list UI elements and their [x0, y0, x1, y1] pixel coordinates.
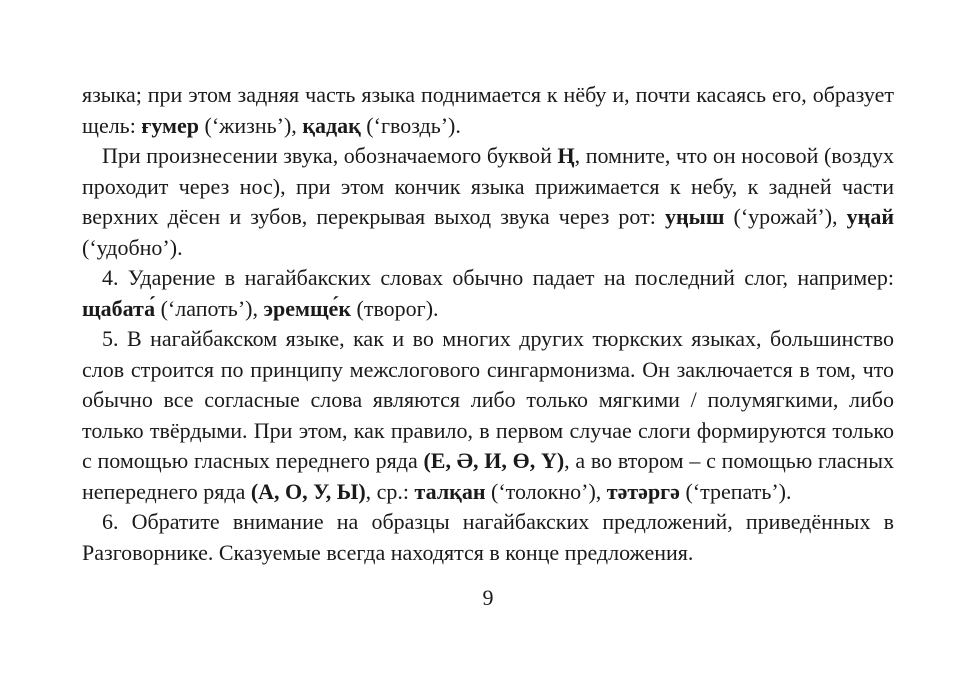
- term-tatarge: тәтәргә: [606, 478, 680, 504]
- text-run: (‘жизнь’),: [199, 112, 303, 138]
- letter-ng: Ң: [557, 143, 575, 168]
- text-run: При произнесении звука, обозначаемого буквой: [102, 143, 558, 168]
- term-qadaq: қадақ: [302, 112, 361, 138]
- term-unai: уңай: [846, 204, 894, 229]
- text-run: , а во втором – с помощью гласных непереднего ряда: [82, 448, 894, 504]
- page-number: 9: [482, 585, 494, 610]
- paragraph: [82, 507, 894, 568]
- term-talqan: талқан: [414, 478, 486, 504]
- front-vowels: (Е, Ә, И, Ө, Ү): [423, 448, 565, 473]
- term-unysh: уңыш: [664, 204, 725, 229]
- text-run: (‘урожай’),: [724, 204, 847, 229]
- text-run: (‘удобно’).: [82, 234, 183, 260]
- text-run: (‘толокно’),: [485, 478, 607, 504]
- text-run: (‘лапоть’),: [155, 295, 264, 321]
- page-body: [82, 80, 894, 568]
- back-vowels: (А, О, У, Ы): [250, 478, 366, 504]
- text-run: 4. Ударение в нагайбакских словах обычно падает на последний слог, например:: [102, 265, 894, 290]
- text-run: , ср.:: [365, 478, 415, 504]
- text-run: (‘гвоздь’).: [360, 112, 461, 138]
- text-run: языка; при этом задняя часть языка поднимается к нёбу и, почти касаясь его, образует щель:: [82, 82, 894, 138]
- term-gumer: ғумер: [141, 112, 200, 138]
- text-run: (‘трепать’).: [679, 478, 792, 504]
- text-run: 5. В нагайбакском языке, как и во многих других тюркских языках, большинство слов строится по принципу межслогового сингармонизма. Он заключается в том, что обычно все согласные слова являются либо только мягкими / полумягкими, либо только твёрдыми. При этом, как правило, в первом случае слоги формируются только с помощью гласных переднего ряда: [82, 326, 894, 473]
- text-run: (творог).: [351, 295, 439, 321]
- paragraph: [82, 80, 894, 141]
- text-run: , помните, что он носовой (воздух проходит через нос), при этом кончик языка прижимается к небу, к задней части верхних дёсен и зубов, перекрывая выход звука через рот:: [82, 143, 894, 229]
- text-run: 6. Обратите внимание на образцы нагайбакских предложений, приведённых в Разговорнике. Сказуемые всегда находятся в конце предложения.: [82, 509, 894, 565]
- term-shabata: щабата́: [82, 295, 156, 321]
- term-eremshek: эремще́к: [263, 295, 351, 321]
- paragraph: [82, 324, 894, 507]
- paragraph: [82, 141, 894, 263]
- paragraph: [82, 263, 894, 324]
